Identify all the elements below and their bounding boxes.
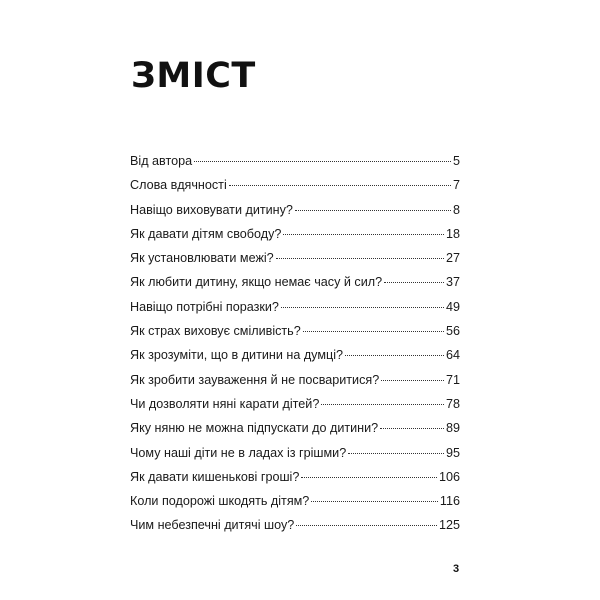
dot-leader (348, 453, 444, 454)
toc-entry-title: Як установлювати межі? (130, 251, 274, 266)
toc-entry-page: 27 (445, 251, 460, 266)
dot-leader (311, 501, 438, 502)
toc-entry (130, 176, 460, 200)
toc-entry-title: Коли подорожі шкодять дітям? (130, 494, 310, 509)
toc-entry-title: Навіщо виховувати дитину? (130, 202, 293, 217)
dot-leader (229, 185, 451, 186)
toc-entry-page: 71 (445, 372, 460, 387)
toc-entry-page: 8 (452, 202, 460, 217)
toc-entry (130, 468, 460, 492)
toc-entry-title: Слова вдячності (130, 178, 227, 193)
toc-entry (130, 419, 460, 443)
toc-entry (130, 322, 460, 346)
toc-entry-page: 78 (445, 396, 460, 411)
toc-entry-page: 95 (445, 445, 460, 460)
toc-entry (130, 273, 460, 297)
dot-leader (345, 355, 444, 356)
toc-entry (130, 152, 460, 176)
toc-entry-title: Як давати дітям свободу? (130, 226, 282, 241)
dot-leader (295, 210, 451, 211)
toc-entry-title: Як страх виховує сміливість? (130, 324, 301, 339)
dot-leader (381, 380, 444, 381)
toc-entry-page: 49 (445, 299, 460, 314)
toc-entry-page: 64 (445, 348, 460, 363)
toc-entry-title: Яку няню не можна підпускати до дитини? (130, 421, 379, 436)
toc-entry-page: 106 (438, 469, 460, 484)
dot-leader (194, 161, 451, 162)
dot-leader (276, 258, 444, 259)
toc-entry-page: 125 (438, 518, 460, 533)
dot-leader (303, 331, 444, 332)
toc-entry (130, 371, 460, 395)
toc-entry-title: Як зробити зауваження й не посваритися? (130, 372, 380, 387)
toc-entry (130, 444, 460, 468)
toc-entry (130, 249, 460, 273)
toc-entry-page: 116 (439, 494, 460, 509)
toc-entry-page: 37 (445, 275, 460, 290)
toc-entry-title: Чому наші діти не в ладах із грішми? (130, 445, 347, 460)
toc-entry-title: Як любити дитину, якщо немає часу й сил? (130, 275, 383, 290)
toc-entry-title: Навіщо потрібні поразки? (130, 299, 279, 314)
toc-entry-page: 7 (452, 178, 460, 193)
toc-entry (130, 201, 460, 225)
toc-entry-title: Як зрозуміти, що в дитини на думці? (130, 348, 344, 363)
dot-leader (384, 282, 444, 283)
dot-leader (301, 477, 437, 478)
toc-entry-page: 56 (445, 324, 460, 339)
toc-entry-page: 18 (445, 226, 460, 241)
page-title: ЗМІСТ (131, 56, 256, 96)
toc-entry (130, 516, 460, 540)
page-number: 3 (453, 563, 460, 575)
toc-entry-title: Як давати кишенькові гроші? (130, 469, 300, 484)
toc-entry-page: 89 (445, 421, 460, 436)
toc-entry (130, 346, 460, 370)
dot-leader (296, 525, 437, 526)
table-of-contents (130, 152, 460, 541)
dot-leader (321, 404, 444, 405)
dot-leader (281, 307, 444, 308)
dot-leader (380, 428, 444, 429)
toc-entry-title: Від автора (130, 154, 193, 168)
toc-entry-title: Чи дозволяти няні карати дітей? (130, 396, 320, 411)
toc-entry (130, 395, 460, 419)
toc-entry (130, 492, 460, 516)
toc-entry (130, 225, 460, 249)
toc-entry-title: Чим небезпечні дитячі шоу? (130, 518, 295, 533)
dot-leader (283, 234, 444, 235)
toc-entry-page: 5 (452, 154, 460, 168)
toc-entry (130, 298, 460, 322)
